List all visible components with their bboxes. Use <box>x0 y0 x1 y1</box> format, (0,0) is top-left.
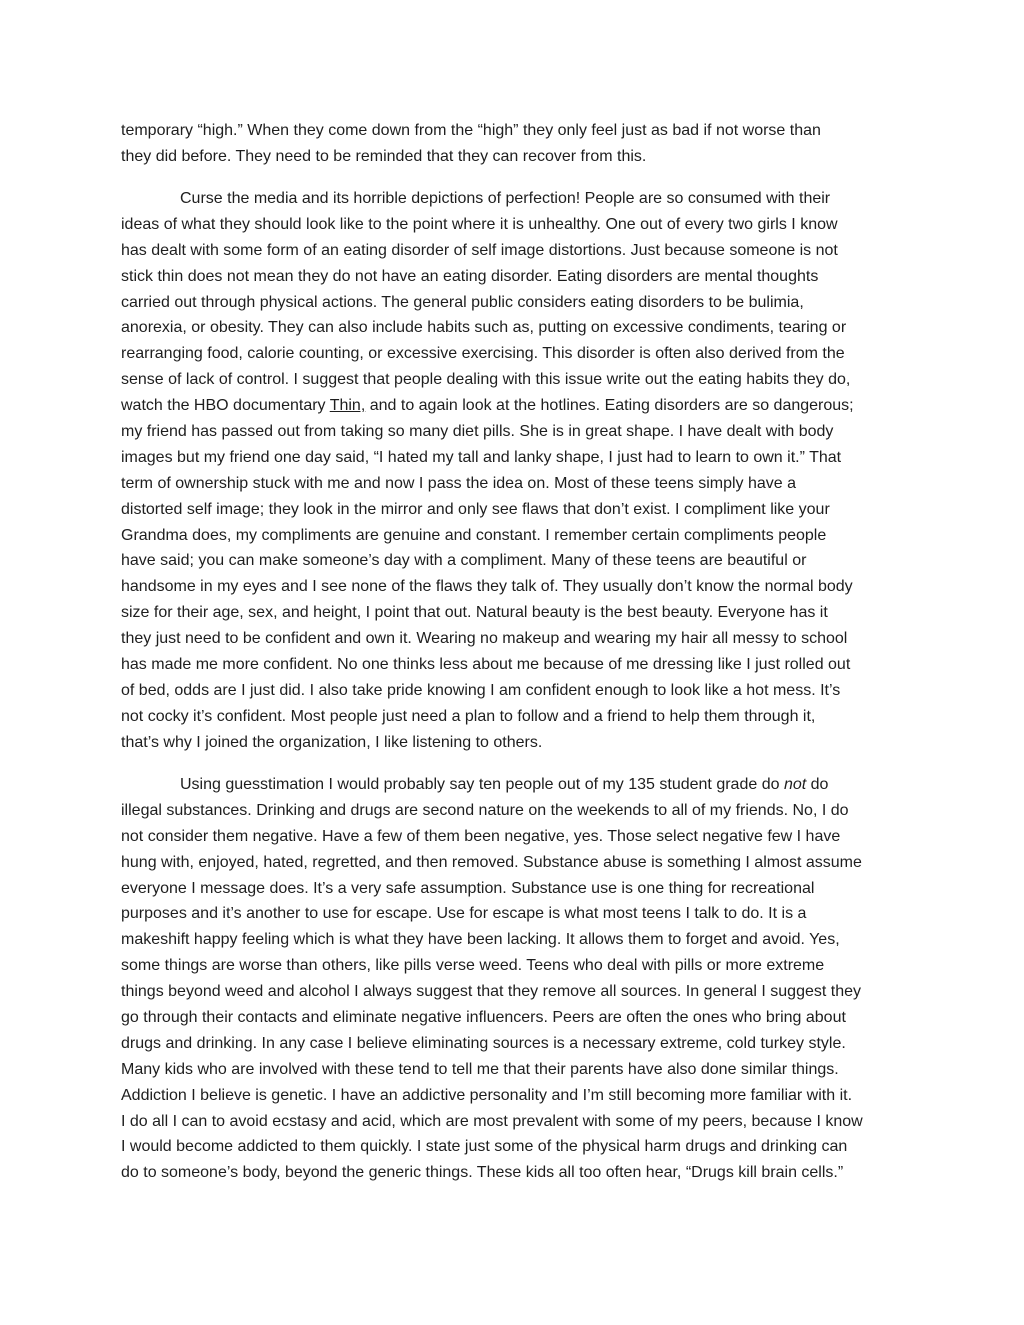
text-line: ideas of what they should look like to the point where it is unhealthy. One out of every two girls I know <box>121 215 838 233</box>
text-line: Addiction I believe is genetic. I have an addictive personality and I’m still becoming more familiar with it. <box>121 1086 853 1104</box>
text-line: go through their contacts and eliminate negative influencers. Peers are often the ones who bring about <box>121 1009 846 1027</box>
text-line: distorted self image; they look in the mirror and only see flaws that don’t exist. I compliment like your <box>121 500 830 518</box>
text-line: Grandma does, my compliments are genuine and constant. I remember certain compliments people <box>121 526 827 544</box>
text-line: drugs and drinking. In any case I believe eliminating sources is a necessary extreme, cold turkey style. <box>121 1034 846 1052</box>
text-line: has dealt with some form of an eating disorder of self image distortions. Just because someone is not <box>121 241 838 259</box>
text-line: images but my friend one day said, “I hated my tall and lanky shape, I just had to learn to own it.” That <box>121 448 842 466</box>
text-line: of bed, odds are I just did. I also take pride knowing I am confident enough to look like a hot mess. It’s <box>121 681 841 699</box>
text-line: carried out through physical actions. The general public considers eating disorders to be bulimia, <box>121 293 804 311</box>
text-line: temporary “high.” When they come down from the “high” they only feel just as bad if not worse than <box>121 122 821 139</box>
text-line: purposes and it’s another to use for escape. Use for escape is what most teens I talk to do. It is a <box>121 905 807 923</box>
text-line: everyone I message does. It’s a very safe assumption. Substance use is one thing for recreational <box>121 879 815 897</box>
text-segment: Using guesstimation I would probably say ten people out of my 135 student grade do <box>180 776 784 793</box>
text-line: term of ownership stuck with me and now I pass the idea on. Most of these teens simply have a <box>121 474 797 492</box>
text-line: anorexia, or obesity. They can also include habits such as, putting on excessive condiments, tearing or <box>121 319 847 337</box>
text-line: not consider them negative. Have a few of them been negative, yes. Those select negative few I have <box>121 827 841 845</box>
text-line: illegal substances. Drinking and drugs are second nature on the weekends to all of my friends. No, I do <box>121 801 849 819</box>
text-line: they did before. They need to be reminded that they can recover from this. <box>121 147 647 165</box>
text-line: do to someone’s body, beyond the generic things. These kids all too often hear, “Drugs kill brain cells.” <box>121 1164 844 1182</box>
text-line: things beyond weed and alcohol I always suggest that they remove all sources. In general I suggest they <box>121 983 861 1001</box>
text-line: Curse the media and its horrible depictions of perfection! People are so consumed with their <box>180 190 831 207</box>
text-line: handsome in my eyes and I see none of the flaws they talk of. They usually don’t know the normal body <box>121 578 853 596</box>
text-line: that’s why I joined the organization, I like listening to others. <box>121 733 543 751</box>
text-line: makeshift happy feeling which is what they have been lacking. It allows them to forget and avoid. Yes, <box>121 931 840 949</box>
text-line: they just need to be confident and own it. Wearing no makeup and wearing my hair all messy to school <box>121 630 848 648</box>
text-line: have said; you can make someone’s day with a compliment. Many of these teens are beautiful or <box>121 552 807 570</box>
text-line: has made me more confident. No one thinks less about me because of me dressing like I just rolled out <box>121 656 851 674</box>
text-segment: watch the HBO documentary <box>121 397 330 415</box>
text-segment: do <box>806 776 829 793</box>
paragraph-substances <box>121 772 911 1186</box>
text-line-hbo <box>121 393 911 419</box>
text-line: some things are worse than others, like pills verse weed. Teens who deal with pills or more extreme <box>121 957 825 975</box>
text-line: sense of lack of control. I suggest that people dealing with this issue write out the eating habits they do, <box>121 371 851 389</box>
paragraph-media <box>121 186 911 756</box>
text-line: size for their age, sex, and height, I point that out. Natural beauty is the best beauty. Everyone has it <box>121 604 828 622</box>
emphasis-text: not <box>783 776 807 793</box>
text-line: not cocky it’s confident. Most people just need a plan to follow and a friend to help them through it, <box>121 707 816 725</box>
text-line: hung with, enjoyed, hated, regretted, and then removed. Substance abuse is something I almost assume <box>121 853 862 871</box>
text-line-first <box>121 772 911 798</box>
text-line: stick thin does not mean they do not have an eating disorder. Eating disorders are mental thoughts <box>121 267 819 285</box>
text-line: rearranging food, calorie counting, or excessive exercising. This disorder is often also derived from the <box>121 345 845 363</box>
documentary-title: Thin, <box>329 397 366 415</box>
text-line: I would become addicted to them quickly. I state just some of the physical harm drugs and drinking can <box>121 1138 848 1156</box>
paragraph-continuation <box>121 118 911 170</box>
text-line: I do all I can to avoid ecstasy and acid, which are most prevalent with some of my peers, because I know <box>121 1112 863 1130</box>
text-line: my friend has passed out from taking so many diet pills. She is in great shape. I have dealt with body <box>121 423 834 441</box>
text-segment: and to again look at the hotlines. Eating disorders are so dangerous; <box>365 397 854 415</box>
text-line: Many kids who are involved with these tend to tell me that their parents have also done similar things. <box>121 1060 839 1078</box>
